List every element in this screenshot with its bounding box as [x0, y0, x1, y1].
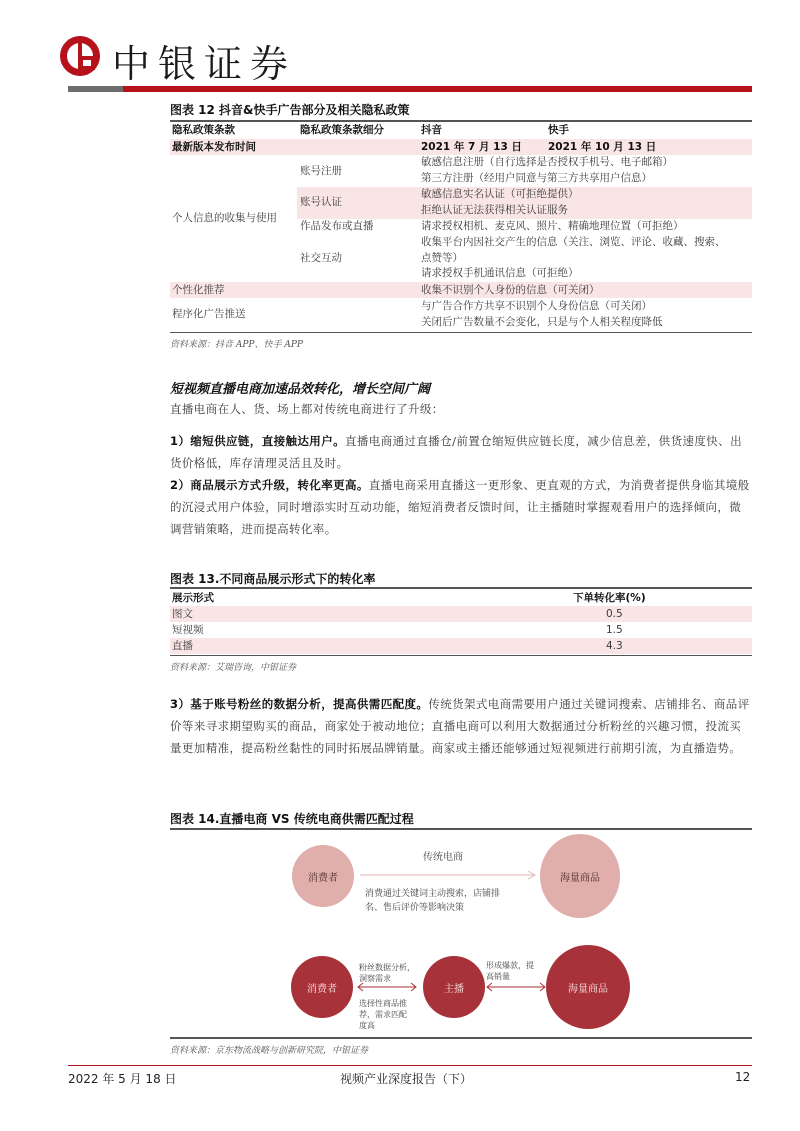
section-heading: 短视频直播电商加速品效转化，增长空间广阔 [170, 382, 431, 397]
table12-sub-account-verify: 账号认证 [300, 196, 342, 208]
table13-top-rule [170, 587, 752, 589]
table12-sub-account-register: 账号注册 [300, 165, 342, 177]
traditional-goods-label: 海量商品 [560, 872, 600, 884]
table12-sub-social: 社交互动 [300, 252, 342, 264]
figure14-bottom-rule [170, 1037, 752, 1039]
traditional-consumer-node [292, 845, 354, 907]
live-bottom-left-line: 选择性商品推 [359, 999, 407, 1008]
table13-row-form: 短视频 [172, 624, 204, 636]
table12-personal-info-label: 个人信息的收集与使用 [172, 212, 277, 224]
paragraph-1-body: 直播电商通过直播仓/前置仓缩短供应链长度，减少信息差，供货速度快、出货价格低，库存清理灵活且及时。 [170, 434, 742, 470]
table13-row-rate: 4.3 [606, 640, 623, 652]
live-anchor-label: 主播 [444, 983, 464, 995]
table13-bottom-rule [170, 655, 752, 656]
table12-line: 拒绝认证无法获得相关认证服务 [421, 204, 568, 216]
table12-line: 点赞等） [421, 252, 463, 264]
traditional-goods-node [540, 834, 620, 918]
paragraph-3-lead: 3）基于账号粉丝的数据分析，提高供需匹配度。 [170, 697, 429, 711]
paragraph-1-lead: 1）缩短供应链，直接触达用户。 [170, 434, 345, 448]
table13-row-rate: 1.5 [606, 624, 623, 636]
figure12-title: 图表 12 抖音&快手广告部分及相关隐私政策 [170, 103, 410, 117]
live-anchor-node [423, 956, 485, 1018]
live-top-right-line: 高销量 [486, 972, 510, 981]
logo-stem [78, 39, 82, 73]
consumer-anchor-double-arrow-icon [356, 982, 418, 992]
live-consumer-node [291, 956, 353, 1018]
paragraph-3-body: 传统货架式电商需要用户通过关键词搜索、店铺排名、商品评价等来寻求期望购买的商品，商家处于被动地位；直播电商可以利用大数据通过分析粉丝的兴趣习惯，投流买量更加精准，提高粉丝黏性的同时拓展品牌销量。商家或主播还能够通过短视频进行前期引流，为直播造势。 [170, 697, 750, 755]
table12-line: 敏感信息实名认证（可拒绝提供） [421, 188, 579, 200]
table12-line: 关闭后广告数量不会变化，只是与个人相关程度降低 [421, 316, 663, 328]
table12-line: 与广告合作方共享不识别个人身份信息（可关闭） [421, 300, 652, 312]
table12-top-rule [170, 120, 752, 122]
brand-name: 中银证券 [112, 42, 297, 86]
live-bottom-left-line: 荐，需求匹配 [359, 1010, 407, 1019]
live-goods-label: 海量商品 [568, 983, 608, 995]
table12-sub-publish-live: 作品发布或直播 [300, 220, 374, 232]
table12-line: 敏感信息注册（自行选择是否授权手机号、电子邮箱） [421, 156, 673, 168]
table12-line: 收集不识别个人身份的信息（可关闭） [421, 284, 600, 296]
table13-source: 资料来源：艾瑞咨询，中银证券 [170, 663, 297, 673]
table13-band-row1 [170, 606, 752, 622]
table12-personalized-label: 个性化推荐 [172, 284, 225, 296]
traditional-arrow-label: 传统电商 [423, 852, 463, 863]
figure14-title: 图表 14.直播电商 VS 传统电商供需匹配过程 [170, 812, 414, 826]
footer-date: 2022 年 5 月 18 日 [68, 1072, 177, 1086]
paragraph-2 [170, 474, 752, 540]
table13-header-form: 展示形式 [172, 592, 214, 604]
live-top-left-line: 洞察需求 [359, 974, 391, 983]
figure14-top-rule [170, 828, 752, 830]
figure14-source: 资料来源：京东物流战略与创新研究院，中银证券 [170, 1046, 369, 1056]
table12-header-kuaishou: 快手 [548, 124, 569, 136]
table12-line: 请求授权手机通讯信息（可拒绝） [421, 267, 579, 279]
footer-rule [68, 1065, 752, 1066]
live-top-left-line: 粉丝数据分析， [359, 963, 415, 972]
table12-release-label: 最新版本发布时间 [172, 141, 256, 153]
footer-report-title: 视频产业深度报告（下） [340, 1072, 473, 1086]
table13-row-form: 直播 [172, 640, 193, 652]
table12-bottom-rule [170, 332, 752, 333]
paragraph-2-body: 直播电商采用直播这一更形象、更直观的方式，为消费者提供身临其境般的沉浸式用户体验，同时增添实时互动功能，缩短消费者反馈时间，让主播随时掌握观看用户的选择倾向，微调营销策略，进而提高转化率。 [170, 478, 750, 536]
table12-line: 请求授权相机、麦克风、照片、精确地理位置（可拒绝） [421, 220, 684, 232]
table12-source: 资料来源：抖音 APP、快手 APP [170, 340, 303, 350]
brand-logo-icon [60, 36, 100, 76]
live-goods-node [546, 945, 630, 1029]
table12-line: 第三方注册（经用户同意与第三方共享用户信息） [421, 172, 652, 184]
table13-band-row3 [170, 638, 752, 654]
paragraph-2-lead: 2）商品展示方式升级，转化率更高。 [170, 478, 369, 492]
logo-square-hole [83, 60, 91, 66]
traditional-consumer-label: 消费者 [308, 872, 338, 884]
traditional-desc-line: 名、售后评价等影响决策 [365, 903, 465, 913]
table13-header-rate: 下单转化率(%) [573, 592, 646, 604]
table12-header-douyin: 抖音 [421, 124, 442, 136]
live-consumer-label: 消费者 [307, 983, 337, 995]
live-top-right-line: 形成爆款，提 [486, 961, 534, 970]
figure13-title: 图表 13.不同商品展示形式下的转化率 [170, 572, 376, 586]
table12-line: 收集平台内因社交产生的信息（关注、浏览、评论、收藏、搜索、 [421, 236, 726, 248]
footer-page-number: 12 [735, 1070, 751, 1084]
traditional-arrow-icon [360, 870, 540, 880]
live-bottom-left-line: 度高 [359, 1021, 375, 1030]
table13-row-form: 图文 [172, 608, 193, 620]
paragraph-3 [170, 693, 752, 759]
table12-header-subclause: 隐私政策条款细分 [300, 124, 384, 136]
paragraph-1 [170, 430, 752, 474]
traditional-desc-line: 消费通过关键词主动搜索，店铺排 [365, 889, 501, 899]
table12-header-clause: 隐私政策条款 [172, 124, 235, 136]
table12-programmatic-label: 程序化广告推送 [172, 308, 246, 320]
anchor-goods-double-arrow-icon [485, 982, 547, 992]
section-intro: 直播电商在人、货、场上都对传统电商进行了升级： [170, 402, 444, 416]
table12-release-kuaishou: 2021 年 10 月 13 日 [548, 141, 657, 153]
header-bar-gray [68, 86, 123, 92]
header-bar-red [123, 86, 752, 92]
table12-release-douyin: 2021 年 7 月 13 日 [421, 141, 522, 153]
table13-row-rate: 0.5 [606, 608, 623, 620]
